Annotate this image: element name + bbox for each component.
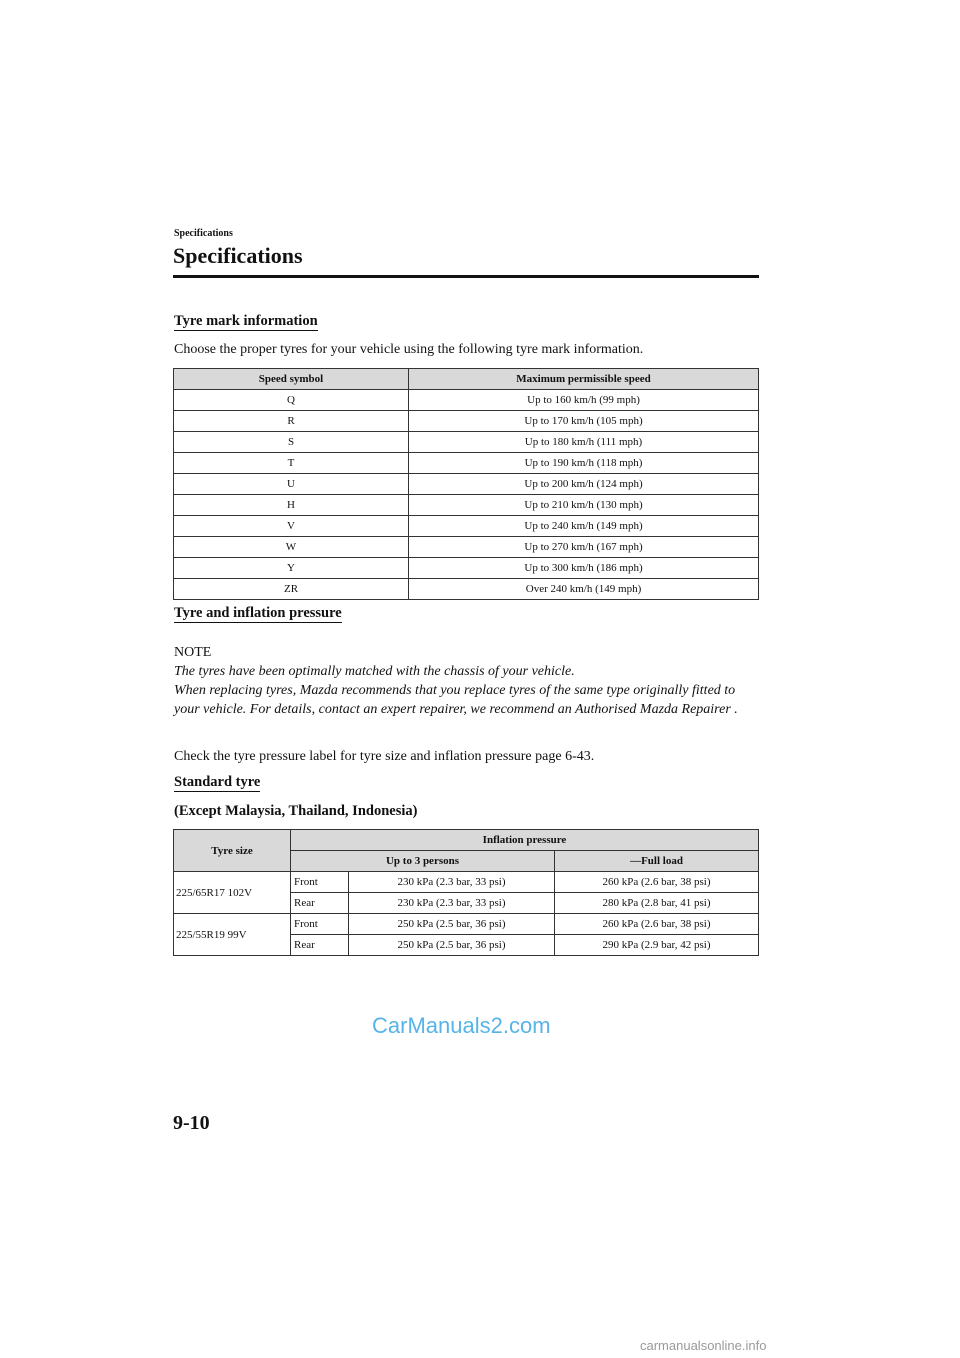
table-row: [174, 432, 759, 453]
column-header: Maximum permissible speed: [409, 369, 759, 390]
inflation-pressure-table: [173, 829, 759, 956]
max-speed-cell: Up to 300 km/h (186 mph): [409, 558, 759, 579]
table-row: [174, 914, 759, 935]
table-row: [174, 872, 759, 893]
tyre-mark-heading: Tyre mark information: [174, 313, 318, 329]
up-to-3-persons-cell: 250 kPa (2.5 bar, 36 psi): [349, 935, 555, 956]
column-header: —Full load: [555, 851, 759, 872]
speed-symbol-cell: ZR: [174, 579, 409, 600]
footer-site: carmanualsonline.info: [640, 1338, 767, 1353]
tyre-mark-intro: Choose the proper tyres for your vehicle using the following tyre mark information.: [174, 342, 644, 357]
max-speed-cell: Up to 170 km/h (105 mph): [409, 411, 759, 432]
max-speed-cell: Up to 270 km/h (167 mph): [409, 537, 759, 558]
page-title: Specifications: [173, 243, 303, 268]
speed-symbol-cell: S: [174, 432, 409, 453]
max-speed-cell: Up to 210 km/h (130 mph): [409, 495, 759, 516]
speed-symbol-cell: Y: [174, 558, 409, 579]
note-line: The tyres have been optimally matched with the chassis of your vehicle.: [174, 664, 575, 679]
speed-symbol-cell: Q: [174, 390, 409, 411]
inflation-heading: Tyre and inflation pressure: [174, 605, 342, 621]
position-cell: Rear: [291, 893, 349, 914]
table-row: [174, 558, 759, 579]
table-row: [174, 495, 759, 516]
position-cell: Front: [291, 914, 349, 935]
up-to-3-persons-cell: 230 kPa (2.3 bar, 33 psi): [349, 893, 555, 914]
full-load-cell: 260 kPa (2.6 bar, 38 psi): [555, 914, 759, 935]
max-speed-cell: Up to 190 km/h (118 mph): [409, 453, 759, 474]
up-to-3-persons-cell: 250 kPa (2.5 bar, 36 psi): [349, 914, 555, 935]
note-block: [174, 643, 760, 719]
note-line: When replacing tyres, Mazda recommends that you replace tyres of the same type originally fitted to your vehicle. For details, contact an expert repairer, we recommend an Authorised Mazda Repairer .: [174, 683, 738, 717]
position-cell: Front: [291, 872, 349, 893]
table-row: [174, 516, 759, 537]
max-speed-cell: Up to 180 km/h (111 mph): [409, 432, 759, 453]
column-header: Speed symbol: [174, 369, 409, 390]
title-rule: [173, 275, 759, 278]
standard-tyre-heading: Standard tyre: [174, 774, 261, 790]
max-speed-cell: Up to 160 km/h (99 mph): [409, 390, 759, 411]
table-row: [174, 579, 759, 600]
column-header: Up to 3 persons: [291, 851, 555, 872]
column-header: Tyre size: [174, 830, 291, 872]
section-label: Specifications: [174, 228, 233, 239]
tyre-size-cell: 225/65R17 102V: [174, 872, 291, 914]
region-subheading: (Except Malaysia, Thailand, Indonesia): [174, 803, 418, 819]
speed-symbol-cell: W: [174, 537, 409, 558]
full-load-cell: 260 kPa (2.6 bar, 38 psi): [555, 872, 759, 893]
table-row: [174, 537, 759, 558]
table-row: [174, 453, 759, 474]
column-header: Inflation pressure: [291, 830, 759, 851]
speed-symbol-cell: U: [174, 474, 409, 495]
speed-symbol-cell: H: [174, 495, 409, 516]
max-speed-cell: Up to 240 km/h (149 mph): [409, 516, 759, 537]
position-cell: Rear: [291, 935, 349, 956]
up-to-3-persons-cell: 230 kPa (2.3 bar, 33 psi): [349, 872, 555, 893]
table-row: [174, 411, 759, 432]
full-load-cell: 280 kPa (2.8 bar, 41 psi): [555, 893, 759, 914]
full-load-cell: 290 kPa (2.9 bar, 42 psi): [555, 935, 759, 956]
max-speed-cell: Up to 200 km/h (124 mph): [409, 474, 759, 495]
pressure-check-text: Check the tyre pressure label for tyre size and inflation pressure page 6-43.: [174, 749, 595, 764]
table-row: [174, 474, 759, 495]
speed-symbol-cell: V: [174, 516, 409, 537]
note-label: NOTE: [174, 645, 212, 660]
max-speed-cell: Over 240 km/h (149 mph): [409, 579, 759, 600]
speed-symbol-cell: T: [174, 453, 409, 474]
speed-symbol-table: [173, 368, 759, 600]
tyre-size-cell: 225/55R19 99V: [174, 914, 291, 956]
watermark-logo: CarManuals2.com: [372, 1013, 551, 1038]
table-row: [174, 390, 759, 411]
page-number: 9-10: [173, 1112, 210, 1134]
speed-symbol-cell: R: [174, 411, 409, 432]
